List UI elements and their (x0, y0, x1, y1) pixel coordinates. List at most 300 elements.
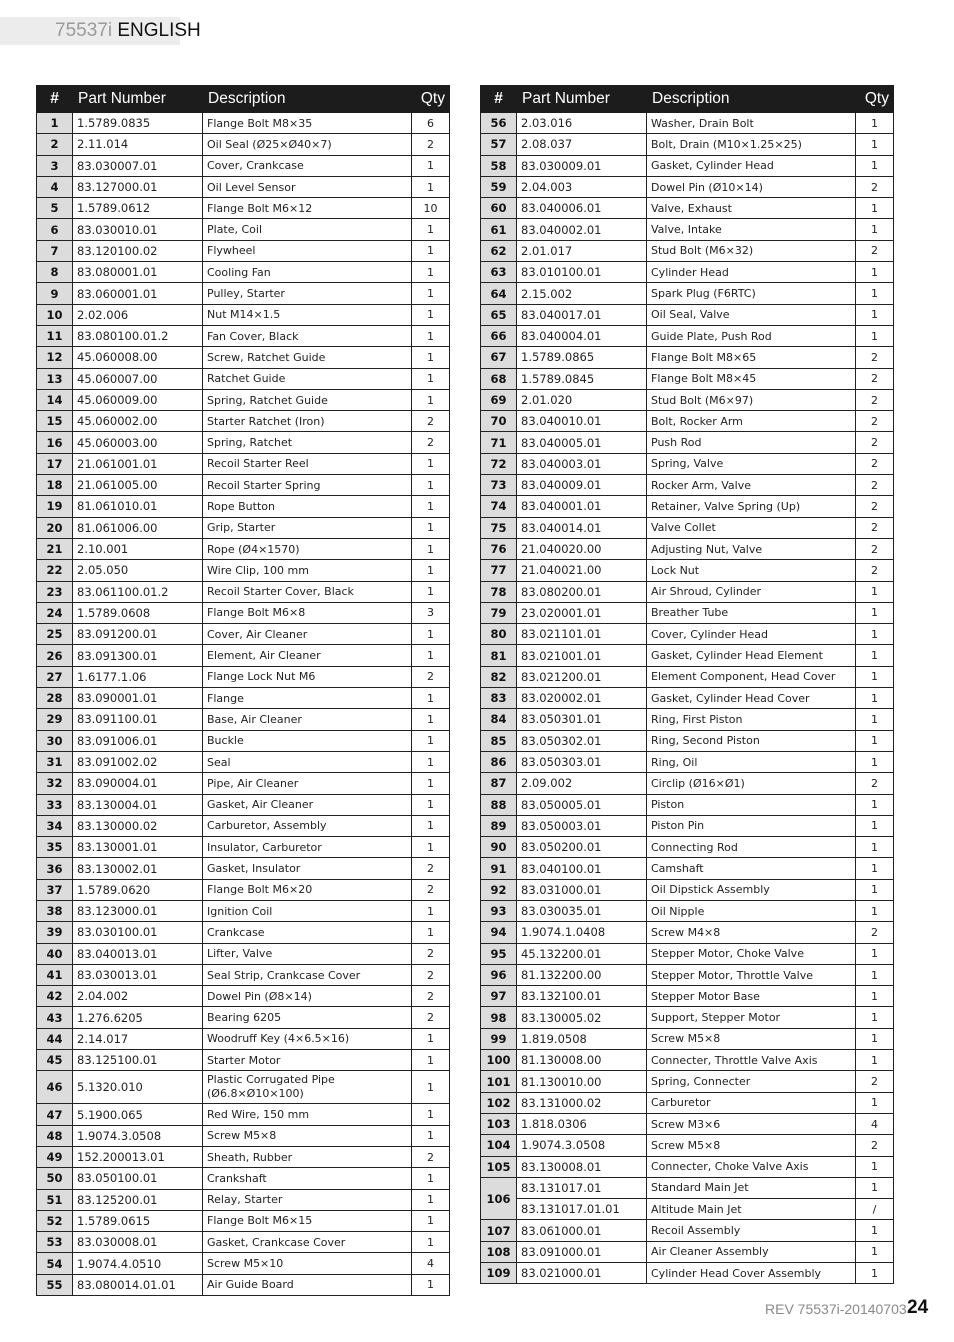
part-description: Flange (203, 688, 412, 709)
revision-label: REV 75537i-20140703 (765, 1301, 907, 1317)
part-description: Adjusting Nut, Valve (647, 538, 856, 559)
table-row (37, 1104, 450, 1125)
part-quantity: 1 (856, 262, 894, 283)
item-number: 52 (37, 1210, 73, 1231)
part-description: Recoil Assembly (647, 1220, 856, 1241)
part-quantity: 1 (412, 581, 450, 602)
part-description: Oil Seal, Valve (647, 304, 856, 325)
part-quantity: 2 (856, 176, 894, 197)
part-number: 83.010100.01 (517, 262, 647, 283)
part-quantity: 1 (412, 538, 450, 559)
part-description: Breather Tube (647, 602, 856, 623)
item-number: 14 (37, 389, 73, 410)
part-description: Valve, Exhaust (647, 198, 856, 219)
table-row (481, 347, 894, 368)
table-row (481, 453, 894, 474)
part-description: Connecter, Throttle Valve Axis (647, 1050, 856, 1071)
part-quantity: 1 (412, 751, 450, 772)
part-quantity: 1 (856, 325, 894, 346)
item-number: 25 (37, 624, 73, 645)
table-row (37, 751, 450, 772)
part-number: 83.091002.02 (73, 751, 203, 772)
part-number: 83.125200.01 (73, 1189, 203, 1210)
item-number: 81 (481, 645, 517, 666)
part-number: 5.1320.010 (73, 1071, 203, 1104)
part-number: 83.040010.01 (517, 411, 647, 432)
item-number: 46 (37, 1071, 73, 1104)
part-number: 21.040020.00 (517, 538, 647, 559)
item-number: 44 (37, 1028, 73, 1049)
item-number: 8 (37, 262, 73, 283)
table-row (37, 368, 450, 389)
column-header-description: Description (647, 86, 856, 113)
item-number: 95 (481, 943, 517, 964)
table-row (481, 1071, 894, 1092)
part-number: 81.132200.00 (517, 964, 647, 985)
part-quantity: 1 (412, 794, 450, 815)
item-number: 97 (481, 986, 517, 1007)
table-row (37, 496, 450, 517)
part-quantity: 2 (412, 411, 450, 432)
table-row (481, 517, 894, 538)
part-description: Recoil Starter Spring (203, 475, 412, 496)
part-quantity: 1 (856, 837, 894, 858)
part-description: Screw M5×8 (647, 1028, 856, 1049)
part-number: 1.9074.3.0508 (73, 1125, 203, 1146)
table-row (37, 1125, 450, 1146)
part-quantity: 2 (856, 347, 894, 368)
part-quantity: 1 (856, 1177, 894, 1198)
part-number: 2.15.002 (517, 283, 647, 304)
part-number: 23.020001.01 (517, 602, 647, 623)
item-number: 53 (37, 1232, 73, 1253)
table-row (37, 709, 450, 730)
table-row (481, 602, 894, 623)
part-number: 83.050100.01 (73, 1168, 203, 1189)
part-quantity: 2 (856, 475, 894, 496)
part-description: Buckle (203, 730, 412, 751)
item-number: 45 (37, 1050, 73, 1071)
part-description: Guide Plate, Push Rod (647, 325, 856, 346)
part-description: Plastic Corrugated Pipe (Ø6.8×Ø10×100) (203, 1071, 412, 1104)
part-quantity: 3 (412, 602, 450, 623)
part-quantity: 1 (856, 304, 894, 325)
part-description: Screw M5×8 (647, 1135, 856, 1156)
table-row (37, 986, 450, 1007)
table-row (37, 1071, 450, 1104)
part-quantity: 1 (412, 922, 450, 943)
table-row (37, 1168, 450, 1189)
part-description: Stud Bolt (M6×97) (647, 389, 856, 410)
item-number: 2 (37, 134, 73, 155)
part-quantity: 1 (856, 858, 894, 879)
part-quantity: 1 (856, 730, 894, 751)
part-number: 83.130008.01 (517, 1156, 647, 1177)
item-number: 68 (481, 368, 517, 389)
part-quantity: 1 (412, 389, 450, 410)
table-row (37, 624, 450, 645)
table-row (37, 475, 450, 496)
table-row (37, 1189, 450, 1210)
table-row (481, 325, 894, 346)
part-number: 45.132200.01 (517, 943, 647, 964)
part-number: 83.080001.01 (73, 262, 203, 283)
column-header-number: # (481, 86, 517, 113)
item-number: 23 (37, 581, 73, 602)
part-description: Ring, First Piston (647, 709, 856, 730)
part-number: 1.9074.1.0408 (517, 922, 647, 943)
part-description: Cover, Crankcase (203, 155, 412, 176)
part-description: Rope (Ø4×1570) (203, 538, 412, 559)
table-row (481, 624, 894, 645)
table-row (481, 176, 894, 197)
table-row (481, 198, 894, 219)
part-number: 83.030008.01 (73, 1232, 203, 1253)
part-quantity: 1 (412, 1232, 450, 1253)
part-number: 1.819.0508 (517, 1028, 647, 1049)
part-quantity: 2 (856, 432, 894, 453)
part-number: 45.060009.00 (73, 389, 203, 410)
item-number: 49 (37, 1146, 73, 1167)
part-quantity: 1 (412, 1071, 450, 1104)
column-header-part-number: Part Number (517, 86, 647, 113)
part-quantity: 2 (412, 134, 450, 155)
item-number: 27 (37, 666, 73, 687)
part-quantity: 2 (856, 1135, 894, 1156)
part-quantity: 1 (412, 1189, 450, 1210)
part-quantity: 1 (856, 645, 894, 666)
part-number: 21.061001.01 (73, 453, 203, 474)
table-row (37, 581, 450, 602)
table-header-row (481, 86, 894, 113)
part-quantity: 1 (856, 602, 894, 623)
item-number: 28 (37, 688, 73, 709)
table-row (481, 837, 894, 858)
part-quantity: 2 (856, 368, 894, 389)
part-description: Woodruff Key (4×6.5×16) (203, 1028, 412, 1049)
item-number: 56 (481, 113, 517, 134)
table-row (37, 240, 450, 261)
table-row (37, 155, 450, 176)
part-number: 83.080014.01.01 (73, 1274, 203, 1295)
part-quantity: 1 (412, 624, 450, 645)
part-quantity: 10 (412, 198, 450, 219)
part-number: 83.132100.01 (517, 986, 647, 1007)
part-number: 1.5789.0845 (517, 368, 647, 389)
part-number: 83.130004.01 (73, 794, 203, 815)
item-number: 94 (481, 922, 517, 943)
part-quantity: 2 (856, 453, 894, 474)
table-row (481, 368, 894, 389)
item-number: 6 (37, 219, 73, 240)
part-quantity: 1 (412, 304, 450, 325)
part-number: 81.061010.01 (73, 496, 203, 517)
part-quantity: 1 (856, 879, 894, 900)
part-number: 83.050200.01 (517, 837, 647, 858)
part-number: 83.040100.01 (517, 858, 647, 879)
part-number: 83.125100.01 (73, 1050, 203, 1071)
item-number: 86 (481, 751, 517, 772)
table-row (481, 581, 894, 602)
part-description: Flywheel (203, 240, 412, 261)
part-description: Cylinder Head Cover Assembly (647, 1263, 856, 1284)
part-quantity: 1 (412, 1210, 450, 1231)
item-number: 54 (37, 1253, 73, 1274)
part-number: 83.021200.01 (517, 666, 647, 687)
part-description: Connecting Rod (647, 837, 856, 858)
part-description: Seal Strip, Crankcase Cover (203, 964, 412, 985)
table-row (481, 1220, 894, 1241)
item-number: 70 (481, 411, 517, 432)
item-number: 42 (37, 986, 73, 1007)
part-number: 45.060002.00 (73, 411, 203, 432)
parts-table-left (36, 85, 450, 1296)
part-description: Flange Bolt M6×8 (203, 602, 412, 623)
part-quantity: 1 (856, 1050, 894, 1071)
part-quantity: 2 (856, 560, 894, 581)
table-row (37, 538, 450, 559)
item-number: 79 (481, 602, 517, 623)
part-description: Cylinder Head (647, 262, 856, 283)
item-number: 98 (481, 1007, 517, 1028)
table-row (481, 688, 894, 709)
table-body-right (481, 113, 894, 1284)
part-description: Air Cleaner Assembly (647, 1241, 856, 1262)
item-number: 71 (481, 432, 517, 453)
part-description: Washer, Drain Bolt (647, 113, 856, 134)
part-description: Lock Nut (647, 560, 856, 581)
item-number: 24 (37, 602, 73, 623)
table-body-left (37, 113, 450, 1296)
part-description: Support, Stepper Motor (647, 1007, 856, 1028)
part-description: Bolt, Drain (M10×1.25×25) (647, 134, 856, 155)
part-description: Gasket, Cylinder Head Cover (647, 688, 856, 709)
part-quantity: 1 (412, 1274, 450, 1295)
part-number: 83.050003.01 (517, 815, 647, 836)
table-row (481, 283, 894, 304)
table-row (37, 304, 450, 325)
table-row (481, 730, 894, 751)
part-description: Connecter, Choke Valve Axis (647, 1156, 856, 1177)
part-quantity: 1 (856, 113, 894, 134)
item-number: 88 (481, 794, 517, 815)
part-quantity: 2 (856, 538, 894, 559)
part-description: Camshaft (647, 858, 856, 879)
item-number: 57 (481, 134, 517, 155)
table-row (481, 262, 894, 283)
part-quantity: 1 (856, 986, 894, 1007)
table-row (37, 900, 450, 921)
part-number: 2.09.002 (517, 773, 647, 794)
table-row (37, 389, 450, 410)
part-number: 83.130000.02 (73, 815, 203, 836)
item-number: 26 (37, 645, 73, 666)
column-header-qty: Qty (412, 86, 450, 113)
part-quantity: 1 (856, 1028, 894, 1049)
item-number: 29 (37, 709, 73, 730)
item-number: 103 (481, 1113, 517, 1134)
item-number: 87 (481, 773, 517, 794)
table-row (37, 1050, 450, 1071)
part-description: Sheath, Rubber (203, 1146, 412, 1167)
item-number: 67 (481, 347, 517, 368)
item-number: 99 (481, 1028, 517, 1049)
item-number: 12 (37, 347, 73, 368)
part-number: 2.01.020 (517, 389, 647, 410)
part-number: 83.040003.01 (517, 453, 647, 474)
item-number: 96 (481, 964, 517, 985)
table-row (37, 411, 450, 432)
item-number: 17 (37, 453, 73, 474)
part-description: Crankcase (203, 922, 412, 943)
table-row (481, 113, 894, 134)
part-number: 83.131000.02 (517, 1092, 647, 1113)
item-number: 100 (481, 1050, 517, 1071)
item-number: 74 (481, 496, 517, 517)
table-row (37, 219, 450, 240)
part-description: Bearing 6205 (203, 1007, 412, 1028)
part-quantity: 1 (412, 368, 450, 389)
part-number: 83.091006.01 (73, 730, 203, 751)
item-number: 106 (481, 1177, 517, 1220)
table-row (37, 815, 450, 836)
part-description: Flange Bolt M6×20 (203, 879, 412, 900)
part-description: Carburetor (647, 1092, 856, 1113)
part-number: 83.050005.01 (517, 794, 647, 815)
part-number: 1.5789.0615 (73, 1210, 203, 1231)
part-number: 83.030013.01 (73, 964, 203, 985)
page-header (55, 19, 201, 43)
part-quantity: 2 (412, 1007, 450, 1028)
part-number: 45.060007.00 (73, 368, 203, 389)
item-number: 63 (481, 262, 517, 283)
part-description: Red Wire, 150 mm (203, 1104, 412, 1125)
part-description: Oil Dipstick Assembly (647, 879, 856, 900)
part-number: 2.04.003 (517, 176, 647, 197)
item-number: 36 (37, 858, 73, 879)
part-quantity: 1 (412, 773, 450, 794)
part-quantity: 2 (412, 879, 450, 900)
part-quantity: 1 (856, 155, 894, 176)
part-quantity: 1 (412, 347, 450, 368)
part-quantity: 1 (856, 943, 894, 964)
item-number: 21 (37, 538, 73, 559)
item-number: 40 (37, 943, 73, 964)
item-number: 31 (37, 751, 73, 772)
part-description: Cover, Cylinder Head (647, 624, 856, 645)
table-row (37, 262, 450, 283)
part-description: Wire Clip, 100 mm (203, 560, 412, 581)
part-number: 1.5789.0620 (73, 879, 203, 900)
part-quantity: 2 (412, 666, 450, 687)
part-quantity: 1 (856, 794, 894, 815)
item-number: 109 (481, 1263, 517, 1284)
part-number: 83.060001.01 (73, 283, 203, 304)
table-row (37, 837, 450, 858)
part-description: Stepper Motor, Choke Valve (647, 943, 856, 964)
table-row (37, 1146, 450, 1167)
item-number: 59 (481, 176, 517, 197)
part-quantity: 1 (856, 900, 894, 921)
part-quantity: 1 (412, 645, 450, 666)
part-number: 45.060008.00 (73, 347, 203, 368)
part-description: Dowel Pin (Ø8×14) (203, 986, 412, 1007)
table-row (37, 560, 450, 581)
part-quantity: 1 (412, 262, 450, 283)
table-row (481, 1028, 894, 1049)
table-row (481, 1135, 894, 1156)
part-number: 1.9074.4.0510 (73, 1253, 203, 1274)
part-number: 21.061005.00 (73, 475, 203, 496)
column-header-qty: Qty (856, 86, 894, 113)
part-description: Gasket, Insulator (203, 858, 412, 879)
part-number: 5.1900.065 (73, 1104, 203, 1125)
part-description: Gasket, Cylinder Head Element (647, 645, 856, 666)
table-row (481, 1241, 894, 1262)
table-row (481, 155, 894, 176)
table-row (37, 198, 450, 219)
part-quantity: 1 (412, 176, 450, 197)
part-description: Flange Lock Nut M6 (203, 666, 412, 687)
table-row (481, 1007, 894, 1028)
part-number: 83.040013.01 (73, 943, 203, 964)
part-quantity: 1 (856, 666, 894, 687)
item-number: 91 (481, 858, 517, 879)
table-row (37, 113, 450, 134)
part-description: Spring, Connecter (647, 1071, 856, 1092)
part-description: Screw M4×8 (647, 922, 856, 943)
part-number: 1.276.6205 (73, 1007, 203, 1028)
item-number: 90 (481, 837, 517, 858)
part-number: 83.040017.01 (517, 304, 647, 325)
item-number: 20 (37, 517, 73, 538)
table-row (481, 219, 894, 240)
part-description: Valve Collet (647, 517, 856, 538)
part-quantity: 2 (412, 858, 450, 879)
part-quantity: 2 (856, 240, 894, 261)
part-quantity: 1 (856, 198, 894, 219)
part-description: Spring, Ratchet Guide (203, 389, 412, 410)
part-description: Seal (203, 751, 412, 772)
part-number: 83.040006.01 (517, 198, 647, 219)
part-quantity: 1 (856, 134, 894, 155)
item-number: 16 (37, 432, 73, 453)
table-row (481, 943, 894, 964)
model-number: 75537i (55, 20, 113, 41)
part-description: Element Component, Head Cover (647, 666, 856, 687)
part-description: Starter Motor (203, 1050, 412, 1071)
table-row (481, 304, 894, 325)
part-quantity: 1 (412, 1050, 450, 1071)
table-row (481, 666, 894, 687)
part-description: Rocker Arm, Valve (647, 475, 856, 496)
part-quantity: / (856, 1199, 894, 1220)
table-row (481, 645, 894, 666)
part-quantity: 2 (856, 389, 894, 410)
part-quantity: 1 (412, 219, 450, 240)
part-description: Flange Bolt M8×45 (647, 368, 856, 389)
part-quantity: 1 (856, 815, 894, 836)
part-description: Ratchet Guide (203, 368, 412, 389)
part-number: 83.040005.01 (517, 432, 647, 453)
table-row (481, 432, 894, 453)
part-number: 83.030007.01 (73, 155, 203, 176)
part-description: Stepper Motor Base (647, 986, 856, 1007)
item-number: 92 (481, 879, 517, 900)
part-description: Bolt, Rocker Arm (647, 411, 856, 432)
part-quantity: 1 (412, 837, 450, 858)
table-row (481, 794, 894, 815)
